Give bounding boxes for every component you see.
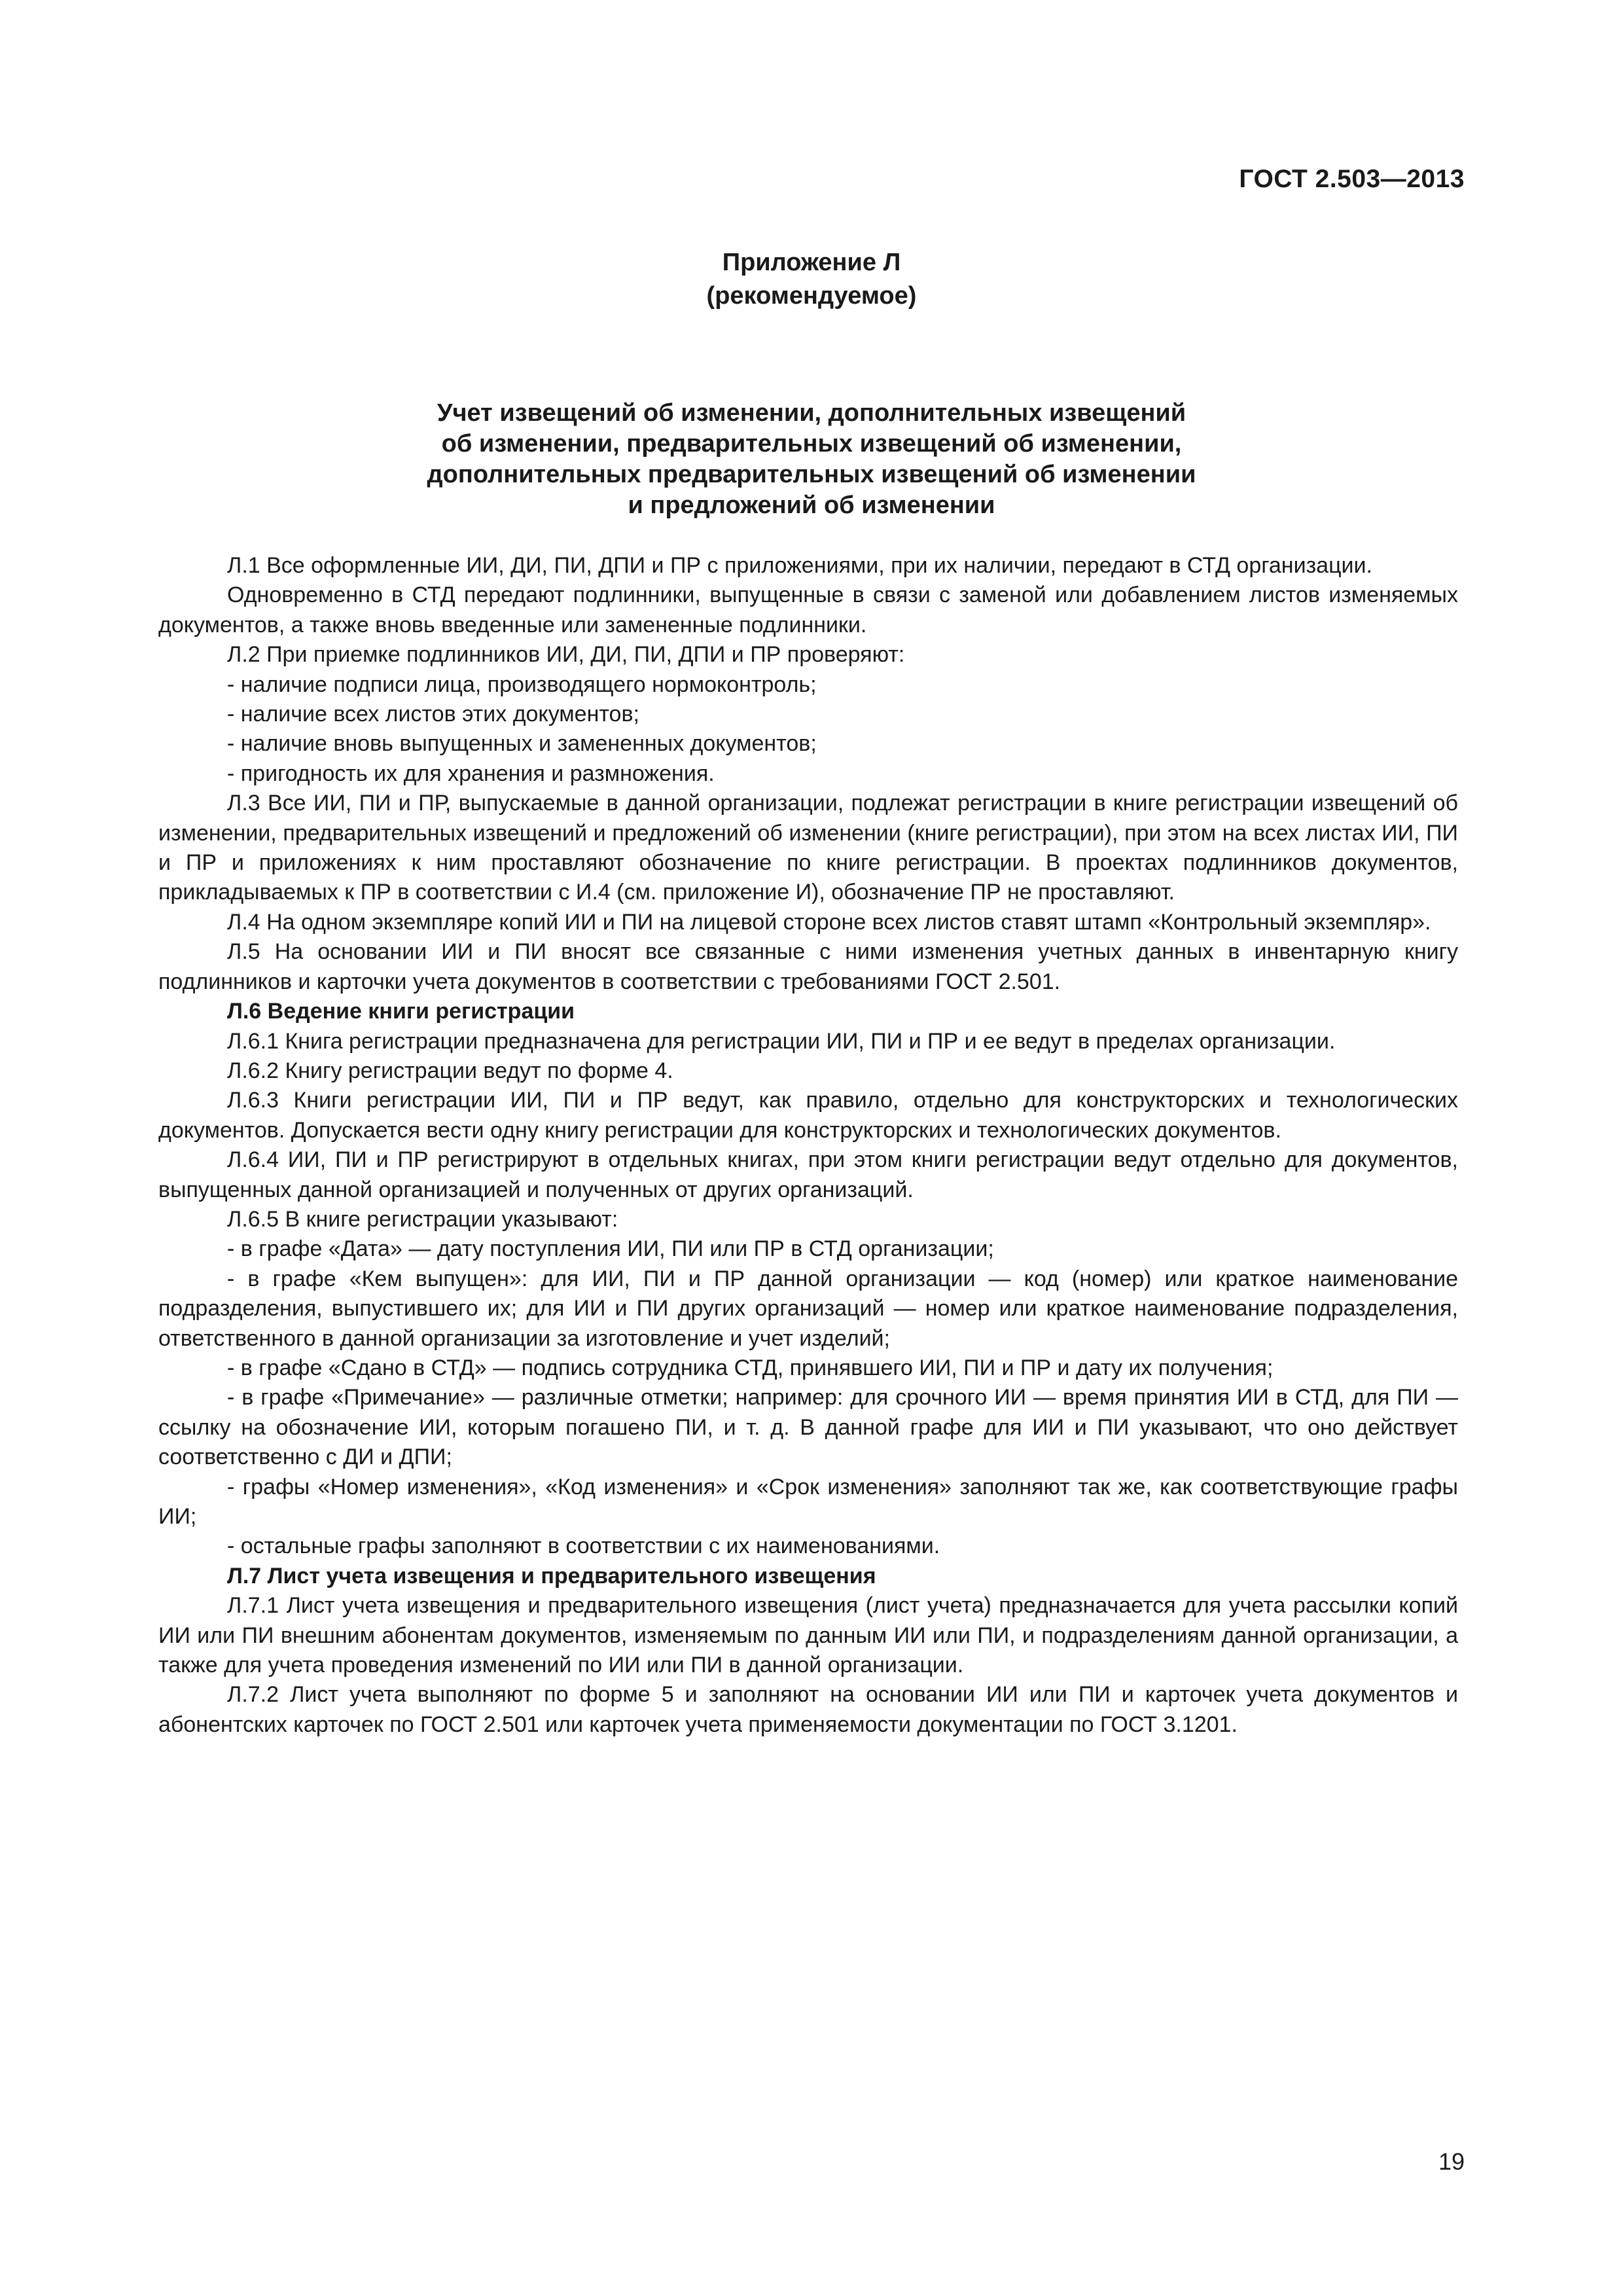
list-item: - наличие всех листов этих документов; <box>227 702 639 727</box>
section-heading-l7: Л.7 Лист учета извещения и предварительного извещения <box>227 1563 876 1588</box>
paragraph-l4: Л.4 На одном экземпляре копий ИИ и ПИ на лицевой стороне всех листов ставят штамп «Контрольный экземпляр». <box>227 909 1431 935</box>
list-item: - наличие вновь выпущенных и замененных документов; <box>227 731 817 757</box>
appendix-heading <box>0 246 1623 313</box>
document-body <box>158 551 1458 1740</box>
list-item: - в графе «Дата» — дату поступления ИИ, ПИ или ПР в СТД организации; <box>227 1236 994 1262</box>
page-number: 19 <box>1438 2148 1465 2175</box>
title-line: и предложений об изменении <box>628 492 995 519</box>
list-item: - в графе «Примечание» — различные отметки; например: для срочного ИИ — время принятия ИИ в СТД, для ПИ — ссылку на обозначение ИИ, которым погашено ПИ, и т. д. В данной графе для ИИ и ПИ указывают, что оно действует соответственно с ДИ и ДПИ; <box>158 1385 1458 1470</box>
paragraph-l1: Л.1 Все оформленные ИИ, ДИ, ПИ, ДПИ и ПР с приложениями, при их наличии, передают в СТД организации. <box>227 553 1372 578</box>
list-item: - в графе «Кем выпущен»: для ИИ, ПИ и ПР данной организации — код (номер) или краткое наименование подразделения, выпустившего их; для ИИ и ПИ других организаций — номер или краткое наименование подразделения, ответственного в данной организации за изготовление и учет изделий; <box>158 1266 1458 1351</box>
document-code: ГОСТ 2.503—2013 <box>1239 165 1465 193</box>
list-item: - пригодность их для хранения и размножения. <box>227 761 715 786</box>
paragraph-l6-3: Л.6.3 Книги регистрации ИИ, ПИ и ПР ведут, как правило, отдельно для конструкторских и технологических документов. Допускается вести одну книгу регистрации для конструкторских и технологических документов. <box>158 1088 1458 1143</box>
paragraph-l2: Л.2 При приемке подлинников ИИ, ДИ, ПИ, ДПИ и ПР проверяют: <box>227 642 905 668</box>
list-item: - в графе «Сдано в СТД» — подпись сотрудника СТД, принявшего ИИ, ПИ и ПР и дату их получения; <box>227 1355 1274 1380</box>
list-item: - остальные графы заполняют в соответствии с их наименованиями. <box>227 1534 940 1559</box>
appendix-title <box>0 398 1623 521</box>
paragraph-l6-2: Л.6.2 Книгу регистрации ведут по форме 4. <box>227 1058 673 1083</box>
title-line: Учет извещений об изменении, дополнительных извещений <box>437 399 1186 427</box>
section-heading-l6: Л.6 Ведение книги регистрации <box>227 999 575 1024</box>
paragraph: Одновременно в СТД передают подлинники, выпущенные в связи с заменой или добавлением листов изменяемых документов, а также вновь введенные или замененные подлинники. <box>158 583 1458 637</box>
title-line: дополнительных предварительных извещений об изменении <box>427 461 1196 488</box>
list-item: - наличие подписи лица, производящего нормоконтроль; <box>227 672 817 697</box>
paragraph-l6-4: Л.6.4 ИИ, ПИ и ПР регистрируют в отдельных книгах, при этом книги регистрации ведут отдельно для документов, выпущенных данной организацией и полученных от других организаций. <box>158 1147 1458 1202</box>
appendix-name: Приложение Л <box>722 249 901 276</box>
appendix-status: (рекомендуемое) <box>706 282 917 310</box>
paragraph-l6-5: Л.6.5 В книге регистрации указывают: <box>227 1206 618 1232</box>
title-line: об изменении, предварительных извещений об изменении, <box>441 430 1182 457</box>
paragraph-l5: Л.5 На основании ИИ и ПИ вносят все связанные с ними изменения учетных данных в инвентарную книгу подлинников и карточки учета документов в соответствии с требованиями ГОСТ 2.501. <box>158 939 1458 994</box>
paragraph-l7-2: Л.7.2 Лист учета выполняют по форме 5 и заполняют на основании ИИ или ПИ и карточек учета документов и абонентских карточек по ГОСТ 2.501 или карточек учета применяемости документации по ГОСТ 3.1201. <box>158 1682 1458 1737</box>
paragraph-l7-1: Л.7.1 Лист учета извещения и предварительного извещения (лист учета) предназначается для учета рассылки копий ИИ или ПИ внешним абонентам документов, изменяемым по данным ИИ или ПИ, и подразделениям данной организации, а также для учета проведения изменений по ИИ или ПИ в данной организации. <box>158 1593 1458 1678</box>
paragraph-l6-1: Л.6.1 Книга регистрации предназначена для регистрации ИИ, ПИ и ПР и ее ведут в пределах организации. <box>227 1028 1336 1054</box>
paragraph-l3: Л.3 Все ИИ, ПИ и ПР, выпускаемые в данной организации, подлежат регистрации в книге регистрации извещений об изменении, предварительных извещений и предложений об изменении (книге регистрации), при этом на всех листах ИИ, ПИ и ПР и приложениях к ним проставляют обозначение по книге регистрации. В проектах подлинников документов, прикладываемых к ПР в соответствии с И.4 (см. приложение И), обозначение ПР не проставляют. <box>158 791 1458 905</box>
list-item: - графы «Номер изменения», «Код изменения» и «Срок изменения» заполняют так же, как соответствующие графы ИИ; <box>158 1474 1458 1529</box>
